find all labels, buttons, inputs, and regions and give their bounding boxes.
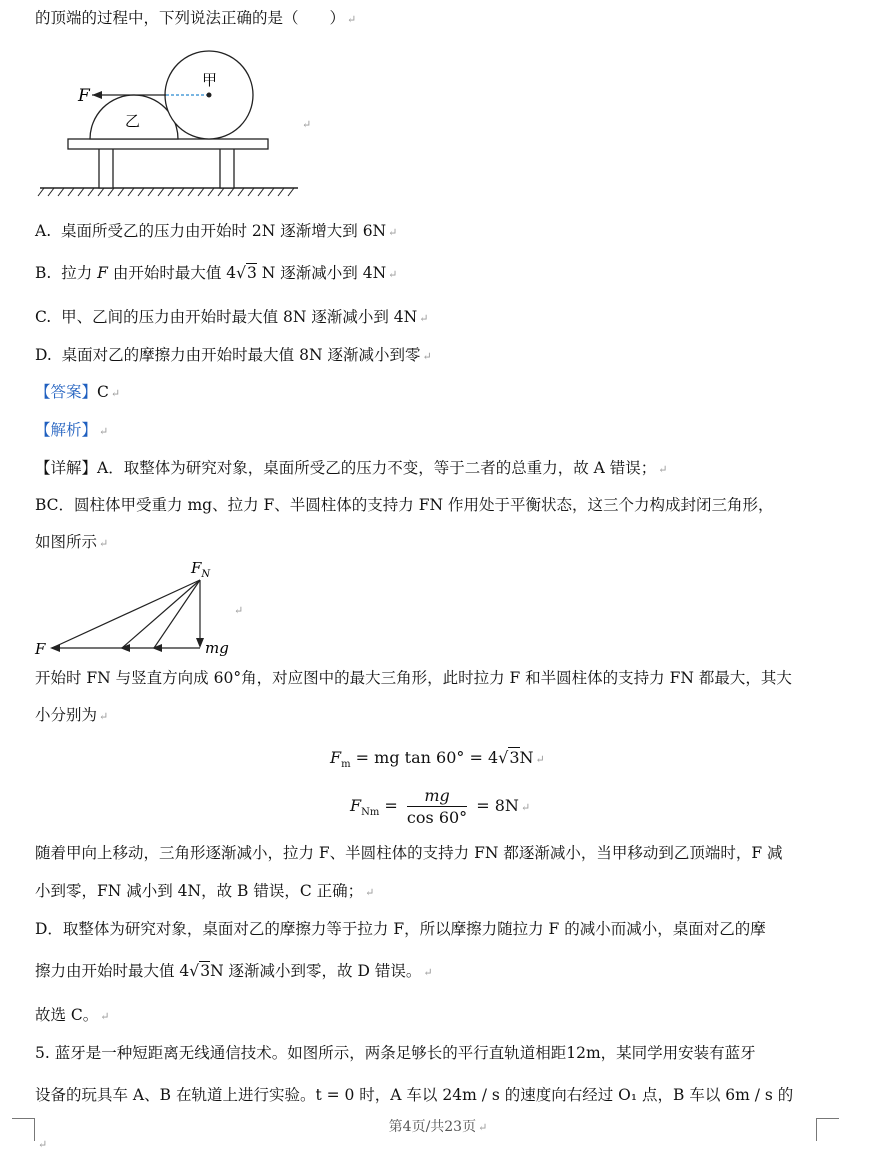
fn-line-1 (52, 580, 200, 648)
label-f: F (35, 640, 46, 658)
figure-cylinders (30, 45, 320, 200)
option-d: D. 桌面对乙的摩擦力由开始时最大值 8N 逐渐减小到零 ↵ (35, 346, 432, 364)
page-footer: 第4页/共23页 ↵ (388, 1119, 488, 1135)
detail-p3a: 开始时 FN 与竖直方向成 60°角，对应图中的最大三角形，此时拉力 F 和半圆柱体的支持力 FN 都最大，其大 (35, 669, 792, 687)
detail-p5b: 擦力由开始时最大值 4√3N 逐渐减小到零，故 D 错误。 ↵ (35, 962, 433, 980)
label-force: F (78, 86, 90, 106)
detail-p4b: 小到零，FN 减小到 4N，故 B 错误，C 正确； ↵ (35, 882, 375, 900)
question-5-line2: 设备的玩具车 A、B 在轨道上进行实验。t = 0 时，A 车以 24m / s 的速度向右经过 O₁ 点，B 车以 6m / s 的 (35, 1086, 794, 1104)
question-5-line1: 5. 蓝牙是一种短距离无线通信技术。如图所示，两条足够长的平行直轨道相距12m，某同学用安装有蓝牙 (35, 1044, 756, 1062)
option-b: B. 拉力 F 由开始时最大值 4√3 N 逐渐减小到 4N ↵ (35, 264, 398, 282)
table-leg-right (220, 148, 234, 188)
equation-fm: $F_m$ = mg tan 60° = 4√3N ↵ (330, 748, 545, 771)
ground-hatch (38, 188, 294, 196)
intro-line: 的顶端的过程中，下列说法正确的是（ ） ↵ (35, 9, 357, 27)
option-a: A. 桌面所受乙的压力由开始时 2N 逐渐增大到 6N ↵ (35, 222, 398, 240)
equation-fnm: $F_{Nm}$ = $\frac{mg}{\cos 60^\circ}$ = 8N ↵ (350, 786, 531, 827)
detail-p2b: 如图所示 ↵ (35, 533, 109, 551)
detail-p5a: D．取整体为研究对象，桌面对乙的摩擦力等于拉力 F，所以摩擦力随拉力 F 的减小而减小，桌面对乙的摩 (35, 920, 766, 938)
detail-p2a: BC．圆柱体甲受重力 mg、拉力 F、半圆柱体的支持力 FN 作用处于平衡状态，这三个力构成封闭三角形， (35, 496, 774, 514)
answer-line: 【答案】C ↵ (35, 383, 121, 401)
label-yi: 乙 (125, 112, 141, 130)
figure-force-triangle (30, 556, 250, 666)
detail-p3b: 小分别为 ↵ (35, 706, 109, 724)
label-mg: mg (205, 639, 229, 657)
detail-p1: 【详解】A．取整体为研究对象，桌面所受乙的压力不变，等于二者的总重力，故 A 错误； ↵ (35, 459, 668, 477)
detail-p4a: 随着甲向上移动，三角形逐渐减小，拉力 F、半圆柱体的支持力 FN 都逐渐减小，当甲移动到乙顶端时，F 减 (35, 844, 783, 862)
label-fn: $F_N$ (191, 559, 211, 580)
option-c: C. 甲、乙间的压力由开始时最大值 8N 逐渐减小到 4N ↵ (35, 308, 429, 326)
table-leg-left (99, 148, 113, 188)
table-top (68, 139, 268, 149)
analysis-tag: 【解析】 ↵ (35, 421, 109, 439)
label-jia: 甲 (202, 71, 218, 89)
detail-p6: 故选 C。 ↵ (35, 1006, 110, 1024)
